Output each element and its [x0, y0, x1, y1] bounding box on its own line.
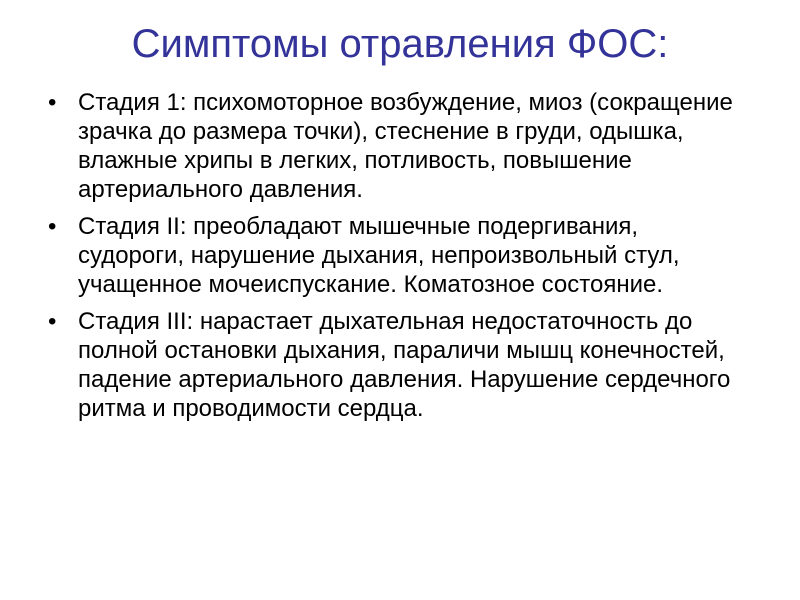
bullet-icon: •	[48, 308, 57, 335]
bullet-text-stage-1: Стадия 1: психомоторное возбуждение, миоз (сокращение зрачка до размера точки), стеснение в груди, одышка, влажные хрипы в легких, потливость, повышение артериального давления.	[78, 89, 733, 203]
bullet-icon: •	[48, 213, 57, 240]
list-item-stage-3	[48, 307, 748, 423]
list-item-stage-1	[48, 88, 748, 204]
bullet-icon: •	[48, 89, 57, 116]
slide-title: Симптомы отравления ФОС:	[131, 22, 669, 66]
bullet-list	[48, 88, 748, 431]
bullet-text-stage-2: Стадия II: преобладают мышечные подергивания, судороги, нарушение дыхания, непроизвольный стул, учащенное мочеиспускание. Коматозное состояние.	[78, 213, 680, 298]
list-item-stage-2	[48, 212, 748, 299]
bullet-text-stage-3: Стадия III: нарастает дыхательная недостаточность до полной остановки дыхания, параличи мышц конечностей, падение артериального давления. Нарушение сердечного ритма и проводимости сердца.	[78, 308, 731, 422]
